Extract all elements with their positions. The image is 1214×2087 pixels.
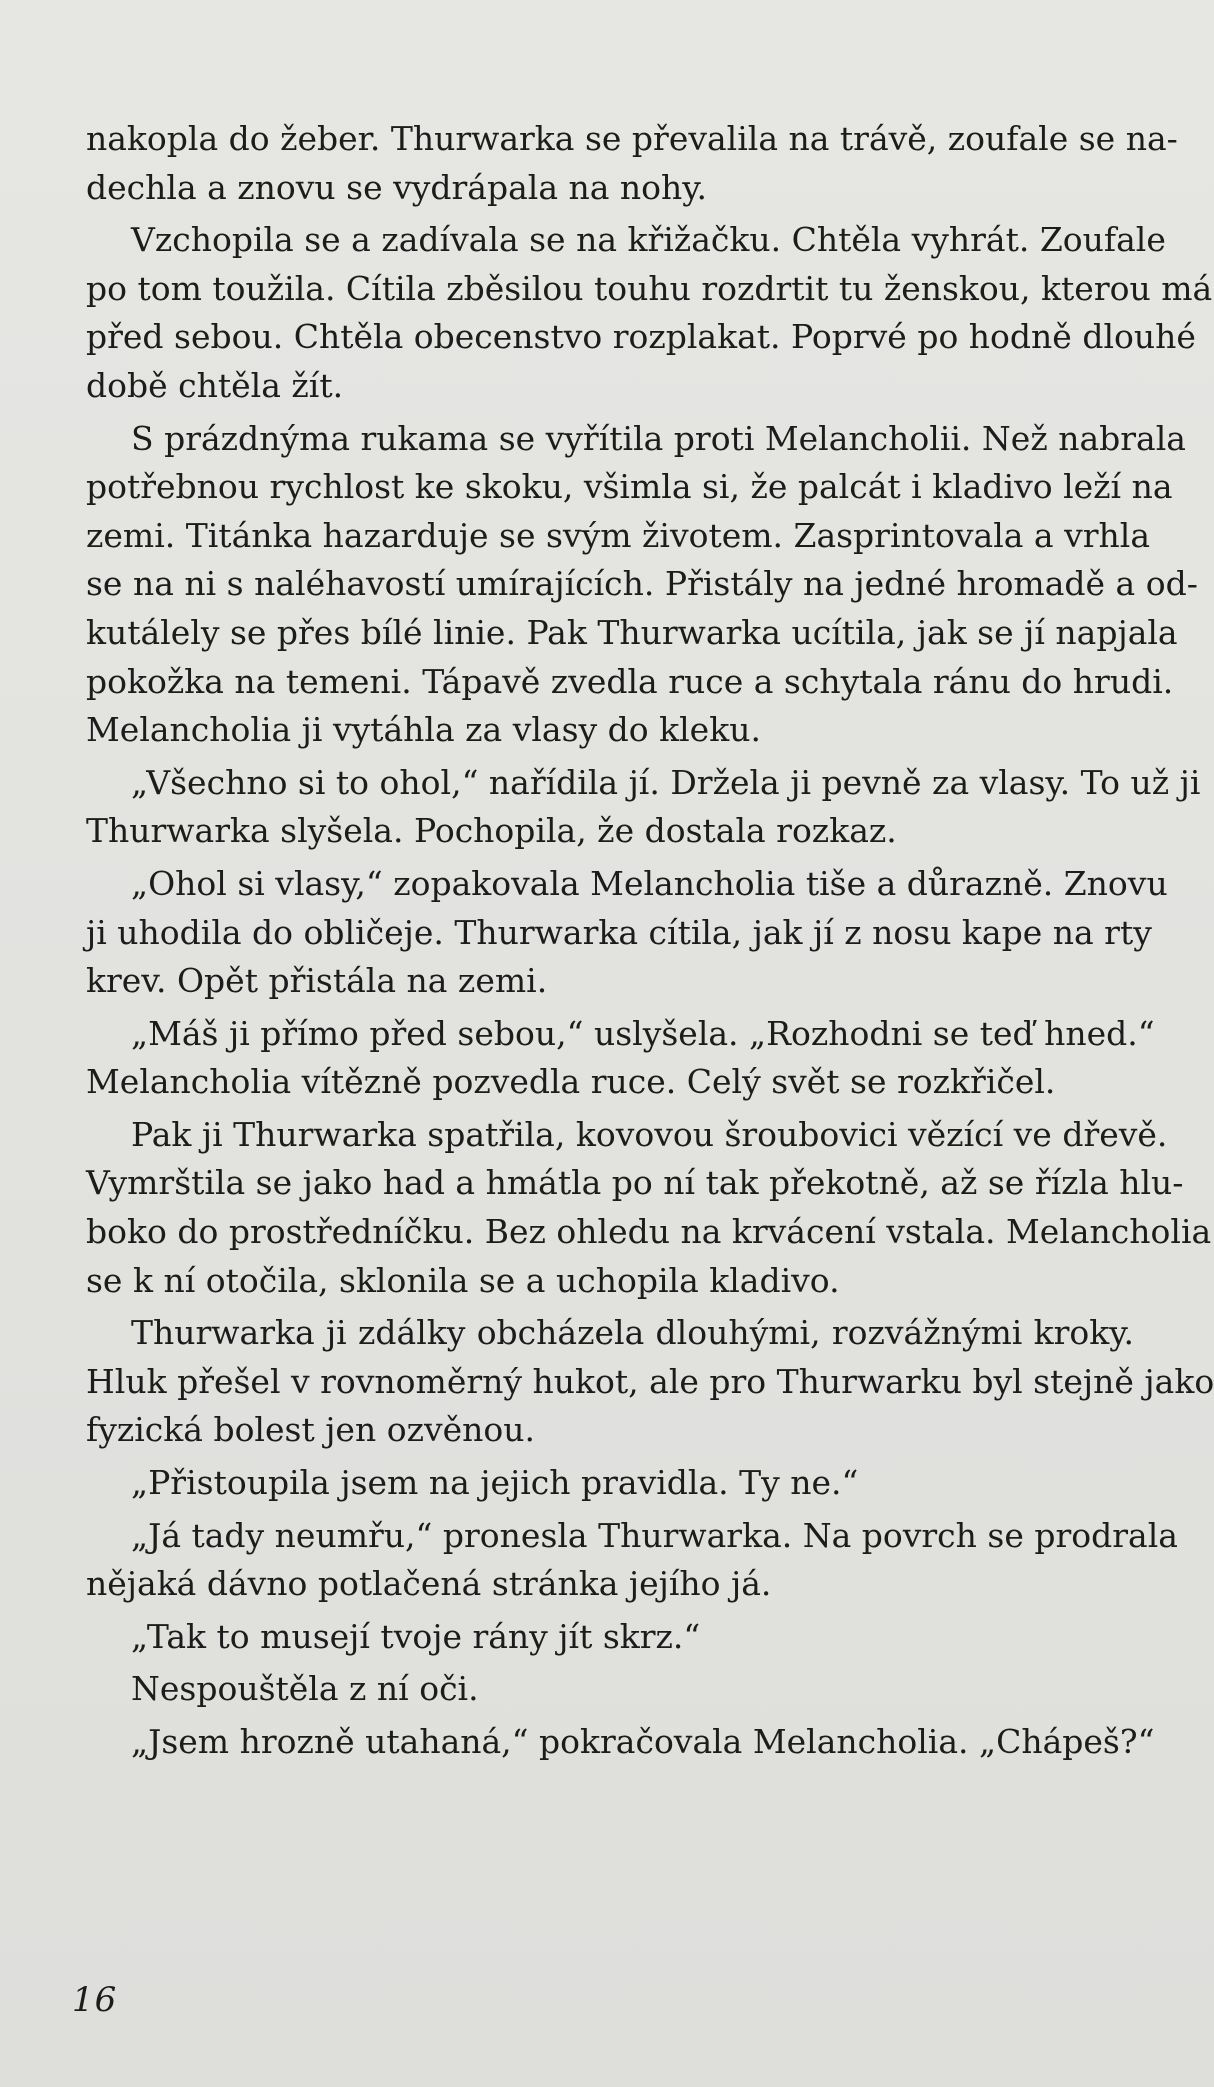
paragraph bbox=[86, 759, 1201, 856]
page-number: 16 bbox=[72, 1980, 118, 2020]
text-line: před sebou. Chtěla obecenstvo rozplakat. Poprvé po hodně dlouhé bbox=[86, 317, 1196, 357]
text-line: se na ni s naléhavostí umírajících. Přistály na jedné hromadě a od- bbox=[86, 564, 1198, 604]
paragraph bbox=[86, 1309, 1214, 1455]
paragraph bbox=[86, 1665, 1134, 1714]
paragraph bbox=[86, 216, 1213, 410]
text-line: Vymrštila se jako had a hmátla po ní tak překotně, až se řízla hlu- bbox=[86, 1163, 1184, 1203]
text-line: Melancholia vítězně pozvedla ruce. Celý svět se rozkřičel. bbox=[86, 1062, 1056, 1102]
text-line: „Jsem hrozně utahaná,“ pokračovala Melancholia. „Chápeš?“ bbox=[131, 1722, 1155, 1761]
text-line: nakopla do žeber. Thurwarka se převalila na trávě, zoufale se na- bbox=[86, 119, 1178, 158]
text-line: po tom toužila. Cítila zběsilou touhu rozdrtit tu ženskou, kterou má bbox=[86, 268, 1213, 308]
text-line: ji uhodila do obličeje. Thurwarka cítila, jak jí z nosu kape na rty bbox=[86, 912, 1152, 952]
paragraph bbox=[86, 415, 1198, 755]
paragraph bbox=[86, 1613, 1134, 1662]
text-line: Pak ji Thurwarka spatřila, kovovou šroubovici vězící ve dřevě. bbox=[131, 1114, 1168, 1154]
paragraph bbox=[86, 860, 1168, 1006]
text-line: boko do prostředníčku. Bez ohledu na krvácení vstala. Melancholia bbox=[86, 1212, 1212, 1252]
text-line: „Máš ji přímo před sebou,“ uslyšela. „Rozhodni se teď hned.“ bbox=[131, 1013, 1155, 1053]
text-line: S prázdnýma rukama se vyřítila proti Melancholii. Než nabrala bbox=[131, 418, 1186, 458]
text-line: „Tak to musejí tvoje rány jít skrz.“ bbox=[131, 1616, 701, 1656]
text-line: Hluk přešel v rovnoměrný hukot, ale pro Thurwarku byl stejně jako bbox=[86, 1361, 1214, 1401]
text-line: nějaká dávno potlačená stránka jejího já. bbox=[86, 1564, 772, 1604]
text-line: dechla a znovu se vydrápala na nohy. bbox=[86, 167, 708, 207]
paragraph bbox=[86, 1459, 1134, 1508]
text-line: „Přistoupila jsem na jejich pravidla. Ty ne.“ bbox=[131, 1463, 859, 1503]
text-line: Vzchopila se a zadívala se na křižačku. Chtěla vyhrát. Zoufale bbox=[131, 220, 1166, 260]
text-line: zemi. Titánka hazarduje se svým životem. Zasprintovala a vrhla bbox=[86, 515, 1150, 555]
text-line: potřebnou rychlost ke skoku, všimla si, že palcát i kladivo leží na bbox=[86, 467, 1173, 507]
text-line: fyzická bolest jen ozvěnou. bbox=[86, 1410, 535, 1450]
text-line: „Já tady neumřu,“ pronesla Thurwarka. Na povrch se prodrala bbox=[131, 1515, 1178, 1555]
paragraph bbox=[86, 1111, 1212, 1305]
paragraph bbox=[86, 1010, 1155, 1107]
book-page-text bbox=[86, 115, 1214, 1767]
paragraph bbox=[86, 1512, 1178, 1609]
text-line: Nespouštěla z ní oči. bbox=[131, 1669, 479, 1709]
text-line: „Všechno si to ohol,“ nařídila jí. Držela ji pevně za vlasy. To už ji bbox=[131, 762, 1201, 802]
text-line: Thurwarka ji zdálky obcházela dlouhými, rozvážnými kroky. bbox=[131, 1313, 1134, 1353]
text-line: době chtěla žít. bbox=[86, 365, 344, 405]
paragraph bbox=[86, 115, 1178, 212]
text-line: kutálely se přes bílé linie. Pak Thurwarka ucítila, jak se jí napjala bbox=[86, 612, 1178, 652]
paragraph bbox=[86, 1718, 1155, 1767]
text-line: pokožka na temeni. Tápavě zvedla ruce a schytala ránu do hrudi. bbox=[86, 661, 1174, 701]
text-line: Melancholia ji vytáhla za vlasy do kleku. bbox=[86, 710, 761, 750]
text-line: krev. Opět přistála na zemi. bbox=[86, 961, 548, 1001]
text-line: Thurwarka slyšela. Pochopila, že dostala rozkaz. bbox=[86, 811, 897, 851]
text-line: „Ohol si vlasy,“ zopakovala Melancholia tiše a důrazně. Znovu bbox=[131, 863, 1168, 903]
text-line: se k ní otočila, sklonila se a uchopila kladivo. bbox=[86, 1260, 840, 1300]
